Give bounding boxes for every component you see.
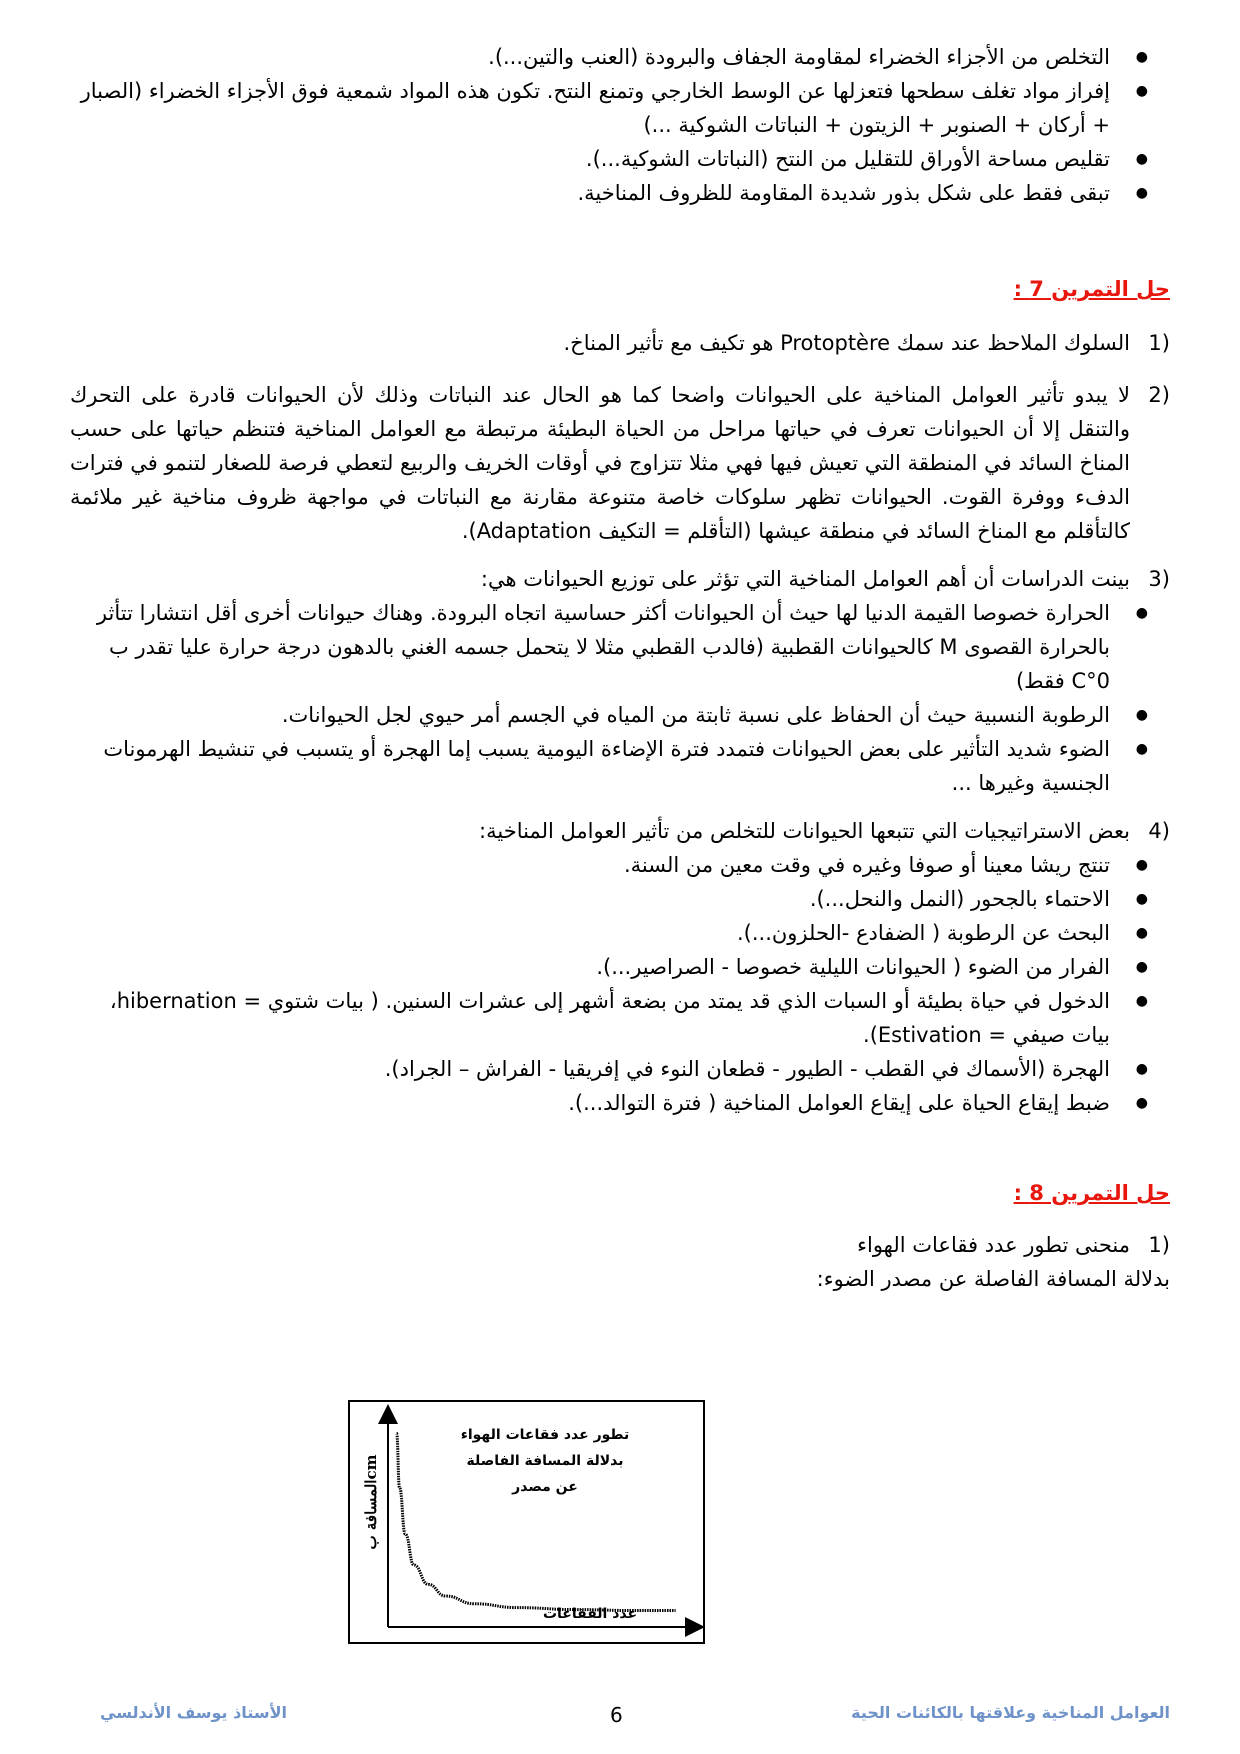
list-item: ● تبقى فقط على شكل بذور شديدة المقاومة للظروف المناخية. — [70, 176, 1170, 210]
item-number: (1 — [1148, 331, 1170, 355]
page-number: 6 — [610, 1703, 623, 1727]
intro-bullet-list — [70, 40, 1170, 210]
bubble-chart-figure — [348, 1400, 705, 1644]
answer-text: السلوك الملاحظ عند سمك Protoptère هو تكيف مع تأثير المناخ. — [563, 331, 1130, 355]
list-item: ● الاحتماء بالجحور (النمل والنحل...). — [70, 882, 1170, 916]
bubble-chart — [350, 1402, 703, 1642]
list-item: ● الرطوبة النسبية حيث أن الحفاظ على نسبة ثابتة من المياه في الجسم أمر حيوي لجل الحيوانات. — [70, 698, 1170, 732]
section-7-answer-1 — [70, 326, 1170, 360]
list-item: ● الهجرة (الأسماك في القطب - الطيور - قطعان النوء في إفريقيا - الفراش – الجراد). — [70, 1052, 1170, 1086]
section-7-title: حل التمرين 7 : — [1013, 277, 1170, 301]
list-item: ● تنتج ريشا معينا أو صوفا وغيره في وقت معين من السنة. — [70, 848, 1170, 882]
list-item: ● الدخول في حياة بطيئة أو السبات الذي قد يمتد من بضعة أشهر إلى عشرات السنين. ( بيات شتوي = hibernation، بيات صيفي = Estivation). — [70, 984, 1170, 1052]
list-item: ● البحث عن الرطوبة ( الضفادع -الحلزون...). — [70, 916, 1170, 950]
x-axis-label: عدد الفقاعات — [542, 1606, 638, 1622]
item-number: (3 — [1148, 567, 1170, 591]
list-item: ● الفرار من الضوء ( الحيوانات الليلية خصوصا - الصراصير...). — [70, 950, 1170, 984]
list-item: ● تقليص مساحة الأوراق للتقليل من النتح (النباتات الشوكية...). — [70, 142, 1170, 176]
section-7-answer-4 — [70, 814, 1170, 848]
section-8-answer-1 — [70, 1228, 1170, 1262]
section-7-answer-3 — [70, 562, 1170, 596]
factors-bullet-list — [70, 596, 1170, 800]
answer-text-continuation: بدلالة المسافة الفاصلة عن مصدر الضوء: — [816, 1267, 1170, 1291]
page-footer — [70, 1703, 1170, 1733]
footer-course-title: العوامل المناخية وعلاقتها بالكائنات الحية — [851, 1703, 1170, 1722]
section-8-title: حل التمرين 8 : — [1013, 1181, 1170, 1205]
section-7-answer-2 — [70, 378, 1170, 548]
strategies-bullet-list — [70, 848, 1170, 1120]
item-number: (1 — [1148, 1233, 1170, 1257]
answer-text: لا يبدو تأثير العوامل المناخية على الحيوانات واضحا كما هو الحال عند النباتات وذلك لأن الحيوانات قادرة على التحرك والتنقل إلا أن الحيوانات تعرف في حياتها مراحل من الحياة البطيئة مرتبطة مع العوامل المناخية فتنظم حياتها على حسب المناخ السائد في المنطقة التي تعيش فيها فهي مثلا تتزاوج في أوقات الخريف والربيع لتعطي فرصة للصغار لتنمو في فترات الدفء ووفرة القوت. الحيوانات تظهر سلوكات خاصة متنوعة مقارنة مع النباتات في مواجهة ظروف مناخية غير ملائمة كالتأقلم مع المناخ السائد في منطقة عيشها (التأقلم = التكيف Adaptation). — [70, 383, 1130, 543]
list-item: ● التخلص من الأجزاء الخضراء لمقاومة الجفاف والبرودة (العنب والتين...). — [70, 40, 1170, 74]
answer-text: بينت الدراسات أن أهم العوامل المناخية التي تؤثر على توزيع الحيوانات هي: — [480, 567, 1130, 591]
item-number: (2 — [1148, 383, 1170, 407]
list-item: ● الحرارة خصوصا القيمة الدنيا لها حيث أن الحيوانات أكثر حساسية اتجاه البرودة. وهناك حيوانات أخرى أقل انتشارا تتأثر بالحرارة القصوى M كالحيوانات القطبية (فالدب القطبي مثلا لا يتحمل جسمه الغني بالدهون درجة حرارة عليا تقدر ب 0°C فقط) — [70, 596, 1170, 698]
list-item: ● ضبط إيقاع الحياة على إيقاع العوامل المناخية ( فترة التوالد...). — [70, 1086, 1170, 1120]
answer-text: بعض الاستراتيجيات التي تتبعها الحيوانات للتخلص من تأثير العوامل المناخية: — [479, 819, 1130, 843]
footer-author: الأستاذ يوسف الأندلسي — [100, 1703, 287, 1722]
chart-title: تطور عدد فقاعات الهواء بدلالة المسافة الفاصلة عن مصدر — [460, 1427, 630, 1495]
item-number: (4 — [1148, 819, 1170, 843]
page-content — [70, 40, 1170, 1296]
answer-text: منحنى تطور عدد فقاعات الهواء — [857, 1233, 1130, 1257]
list-item: ● إفراز مواد تغلف سطحها فتعزلها عن الوسط الخارجي وتمنع النتح. تكون هذه المواد شمعية فوق الأجزاء الخضراء (الصبار + أركان + الصنوبر + الزيتون + النباتات الشوكية ...) — [70, 74, 1170, 142]
y-axis-label: المسافة بcm — [362, 1454, 380, 1550]
list-item: ● الضوء شديد التأثير على بعض الحيوانات فتمدد فترة الإضاءة اليومية يسبب إما الهجرة أو يتسبب في تنشيط الهرمونات الجنسية وغيرها ... — [70, 732, 1170, 800]
